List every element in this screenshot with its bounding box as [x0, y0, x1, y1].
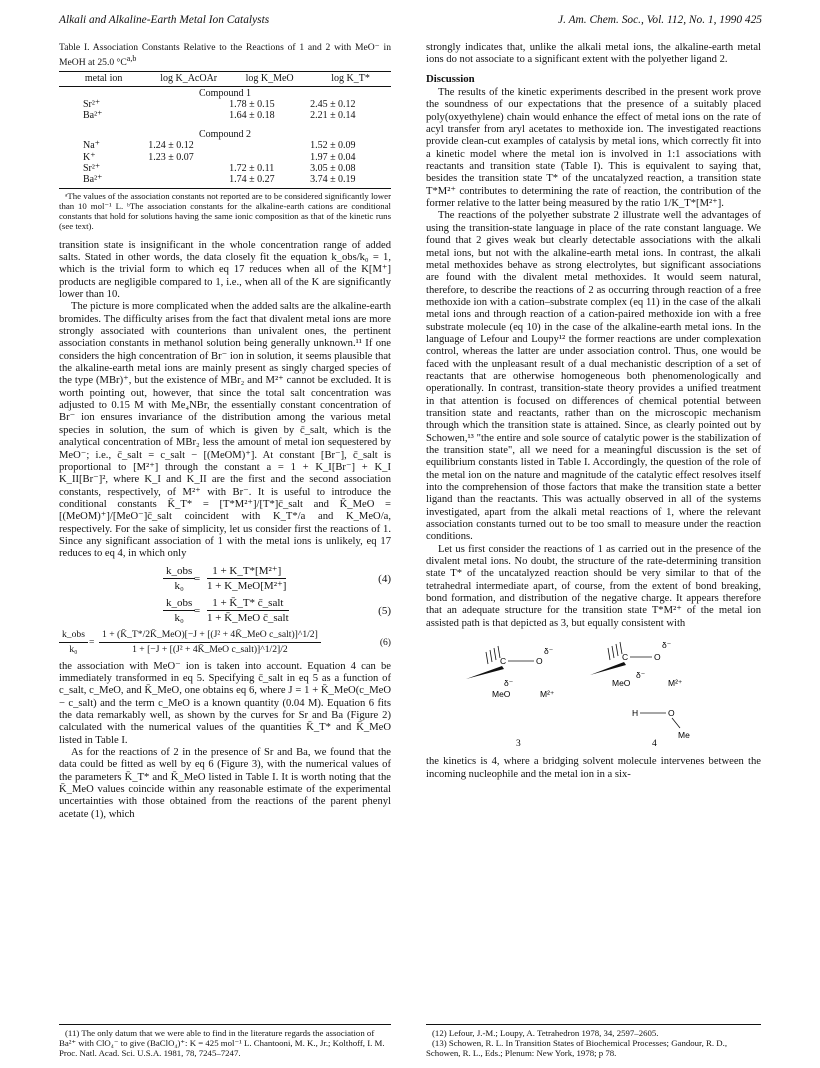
table-row: Sr²⁺ 1.78 ± 0.15 2.45 ± 0.12	[83, 99, 356, 110]
equation-6: k_obs k₀ = 1 + (K̄_T*/2K̄_MeO)[−J + [(J² + 4K̄_MeO c_salt)]^1/2] 1 + [−J + [(J² + 4K̄_MeO c_salt)]^1/2]/2 (6)	[59, 629, 391, 657]
table-header-acoar: log K_AcOAr	[160, 73, 218, 85]
struct4-delta2: δ⁻	[636, 670, 646, 681]
footnote: (13) Schowen, R. L. In Transition States of Biochemical Processes; Gandour, R. D., Schowen, R. L., Eds.; Plenum: New York, 1978; p 78.	[426, 1038, 728, 1059]
paragraph: Let us first consider the reactions of 1 as carried out in the presence of the divalent metal ions. No doubt, the structure of the rate-determining transition state T* of the uncatalyzed reaction should be very similar to that of the tetrahedral intermediate apart, of course, from the extent of bond breaking, bond formation, and distribution of the negative charge. It appears therefore that an adequate structure for the transition state T*M²⁺ of the metal ion assisted path is that depicted as 3, but equally consistent with	[426, 543, 761, 629]
group-title: Compound 2	[199, 128, 251, 140]
struct4-metal: M²⁺	[668, 678, 683, 689]
structure-3	[466, 646, 555, 749]
struct4-oxygen2: O	[668, 708, 675, 719]
paragraph: the association with MeO⁻ ion is taken into account. Equation 4 can be immediately transformed in eq 5. Specifying c̄_salt in eq 5 as a function of c_salt, c_MeO, and K̄_MeO, one obtains eq 6, where J = 1 + K̄_MeO(c_MeO − c_salt) and the term c_MeO is a known quantity (0.04 M). Equation 6 fits the data remarkably well, as shown by the curves for Sr and Ba (Figure 2) calculated with the numerical values of the quantities K̄_T* and K̄_MeO listed in Table I.	[59, 660, 391, 746]
struct3-delta2: δ⁻	[504, 678, 514, 689]
table-row: K⁺ 1.23 ± 0.07 1.97 ± 0.04	[83, 151, 356, 163]
paragraph: strongly indicates that, unlike the alkali metal ions, the alkaline-earth metal ions do not associate to a significant extent with the polyether ligand 2.	[426, 42, 761, 66]
struct4-meo: MeO	[612, 678, 631, 689]
paragraph: the kinetics is 4, where a bridging solvent molecule intervenes between the incoming nucleophile and the metal ion in a six-	[426, 756, 761, 780]
right-column	[426, 42, 761, 781]
struct4-oxygen: O	[654, 652, 661, 663]
paragraph: As for the reactions of 2 in the presence of Sr and Ba, we found that the data could be fitted as well by eq 6 (Figure 3), with the numerical values of the parameters K̄_T* and K̄_MeO listed in Table I. It is worth noting that the K̄_MeO values coincide within any reasonable estimate of the experimental uncertainties with those obtained from the reactions of the parent phenyl acetate (1), which	[59, 747, 391, 820]
association-table	[59, 71, 391, 186]
paragraph: The picture is more complicated when the added salts are the alkaline-earth bromides. The difficulty arises from the fact that divalent metal ions are more strongly associated with counterions than univalent ones, the pertinent association constants in methanol solution being generally unknown.¹¹ If one considers the high concentration of Br⁻ ion in solution, it seems plausible that the alkaline-earth metal ions are mainly present as singly charged species of the type (MBr)⁺, but the existence of MBr₂ and M²⁺ cannot be excluded. It is worth pointing out, however, that since the total salt concentration was adjusted to 0.15 M with Me₄NBr, the essentially constant concentration of Br⁻ ion ensures invariance of the distribution among the various metal species in solution, the sum of which is given by c̄_salt, which is the analytical concentration of MBr₂ less the amount of metal ion sequestered by MeO⁻; i.e., c̄_salt = c_salt − [(MeOM)⁺]. At constant [Br⁻], c̄_salt is proportional to [M²⁺] through the constant a = 1 + K_I[Br⁻] + K_I K_II[Br⁻]², where K_I and K_II are the first and the second association constants, respectively, of M²⁺ with Br⁻. It is useful to introduce the conditional constants K̄_T* = [T*M²⁺]/[T*]c̄_salt and K̄_MeO = [(MeOM)⁺]/[MeO⁻]c̄_salt coincident with K_T*/a and K_MeO/a, respectively. For the sake of simplicity, let us consider first the reactions of 1. Since any significant association of 1 with the metal ions is unlikely, eq 17 reduces to eq 4, in which only	[59, 301, 391, 560]
paragraph: The results of the kinetic experiments described in the present work prove the soundness of our expectations that the presence of a suitably placed poly(oxyethylene) chain would enhance the effect of metal ions on the rate of acyl transfer from aryl acetates to methoxide ion. The investigated reactions provide clean-cut examples of catalysis by metal ions, which correctly fit into a kinetic model where the metal ion is involved in 1:1 associations with reactants and transition state (Table I). This is equivalent to saying that, besides the transition state T* of the uncatalyzed reaction, a transition state T*M²⁺ contributes to determining the rate of reaction, the contribution of the former relative to the latter being measured by the ratio 1/K_T*[M²⁺].	[426, 87, 761, 210]
footnotes-left	[59, 1024, 391, 1059]
table-header-meo: log K_MeO	[245, 73, 294, 85]
table-row: Sr²⁺ 1.72 ± 0.11 3.05 ± 0.08	[83, 163, 356, 175]
section-heading: Discussion	[426, 72, 475, 85]
table-row: Ba²⁺ 1.64 ± 0.18 2.21 ± 0.14	[83, 110, 356, 122]
structure-4	[590, 640, 690, 749]
table-row: Ba²⁺ 1.74 ± 0.27 3.74 ± 0.19	[83, 174, 356, 186]
table-footnote: ᵃThe values of the association constants not reported are to be considered significantly lower than 10 mol⁻¹ L. ᵇThe association constants for the alkaline-earth cations are conditional constants that hold for solutions having the same ionic composition as that of the kinetic runs (see text).	[59, 190, 391, 232]
group-title: Compound 1	[199, 87, 251, 99]
left-column	[59, 42, 391, 821]
paragraph: The reactions of the polyether substrate 2 illustrate well the advantages of using the transition-state language in place of the rate constant language. We found that 2 gives weak but clearly detectable associations with the alkali metal ions, but not with the alkaline-earth metal ions. In contrast, the alkali metal methoxides behave as strong electrolytes, but significant associations are found with the divalent metal methoxides. It would seem natural, therefore, to describe the reactions of 2 as occurring through reaction of a free methoxide ion with a cation–substrate complex (eq 11) in the case of the alkali metal ions and through reaction of a cation-paired methoxide ion with a free substrate molecule (eq 10) in the case of the alkaline-earth metal ions. In the language of Lefour and Loupy¹² the former reactions are under complexation control, whereas the latter are under association control. Thus, one would be faced with the unpleasant result of a dual mechanistic description of a set of reactants that are otherwise homogeneous both phenomenologically and operationally. In contrast, transition-state theory provides a unified treatment in that attention is focused on differences of chemical potential between transition state and reactants, rather than on the microscopic mechanism through which the transition state is attained. Since, as clearly pointed out by Schowen,¹³ "the entire and sole source of catalytic power is the stabilization of the transition state", all we need for a meaningful discussion is the set of equilibrium constants listed in Table I. Accordingly, the question of the role of the metal ion on the nature and magnitude of the catalytic effect resolves itself into the comprehension of those factors that make the transition state a better ligand than the reactants. This was actually observed in all of the systems investigated, apart from the alkali metal reactions of 1, where the relevant association constants turned out to be too small to measure under the reaction conditions.	[426, 210, 761, 543]
equation-4: k_obs k₀ = 1 + K_T*[M²⁺] 1 + K_MeO[M²⁺] (4)	[59, 565, 391, 593]
header-journal: J. Am. Chem. Soc., Vol. 112, No. 1, 1990 425	[558, 14, 762, 26]
struct4-methyl: Me	[678, 730, 690, 741]
equation-5: k_obs k₀ = 1 + K̄_T* c̄_salt 1 + K̄_MeO c̄_salt (5)	[59, 597, 391, 625]
footnotes-right	[426, 1024, 761, 1059]
struct3-oxygen: O	[536, 656, 543, 667]
footnote: (12) Lefour, J.-M.; Loupy, A. Tetrahedron 1978, 34, 2597–2605.	[432, 1028, 659, 1038]
struct4-delta: δ⁻	[662, 640, 672, 651]
struct4-carbon: C	[622, 652, 629, 663]
table-caption: Table I. Association Constants Relative to the Reactions of 1 and 2 with MeO⁻ in MeOH at 25.0 $^\circ C^{a,b}$	[59, 42, 391, 69]
paragraph: transition state is insignificant in the whole concentration range of added salts. Stated in other words, the data closely fit the equation k_obs/k₀ = 1, which is the trivial form to which eq 17 reduces when all of the K[M⁺] products are negligible compared to 1, i.e., when all of the K are significantly lower than 10.	[59, 239, 391, 301]
struct3-label: 3	[516, 739, 521, 750]
struct4-label: 4	[652, 739, 657, 750]
struct3-delta: δ⁻	[544, 646, 554, 657]
struct3-meo: MeO	[492, 689, 511, 700]
table-row: Na⁺ 1.24 ± 0.12 1.52 ± 0.09	[83, 140, 356, 152]
table-header-t: log K_T*	[331, 73, 370, 85]
header-title: Alkali and Alkaline-Earth Metal Ion Catalysts	[59, 14, 270, 26]
struct4-hydrogen: H	[632, 708, 639, 719]
table-header-ion: metal ion	[84, 73, 123, 85]
footnote: (11) The only datum that we were able to find in the literature regards the association of Ba²⁺ with ClO₄⁻ to give (BaClO₄)⁺: K = 425 mol⁻¹ L. Chantooni, M. K., Jr.; Kolthoff, I. M. Proc. Natl. Acad. Sci. U.S.A. 1981, 78, 7245–7247.	[59, 1028, 385, 1059]
struct3-metal: M²⁺	[540, 689, 555, 700]
struct3-carbon: C	[500, 656, 507, 667]
structures-figure	[426, 634, 761, 752]
